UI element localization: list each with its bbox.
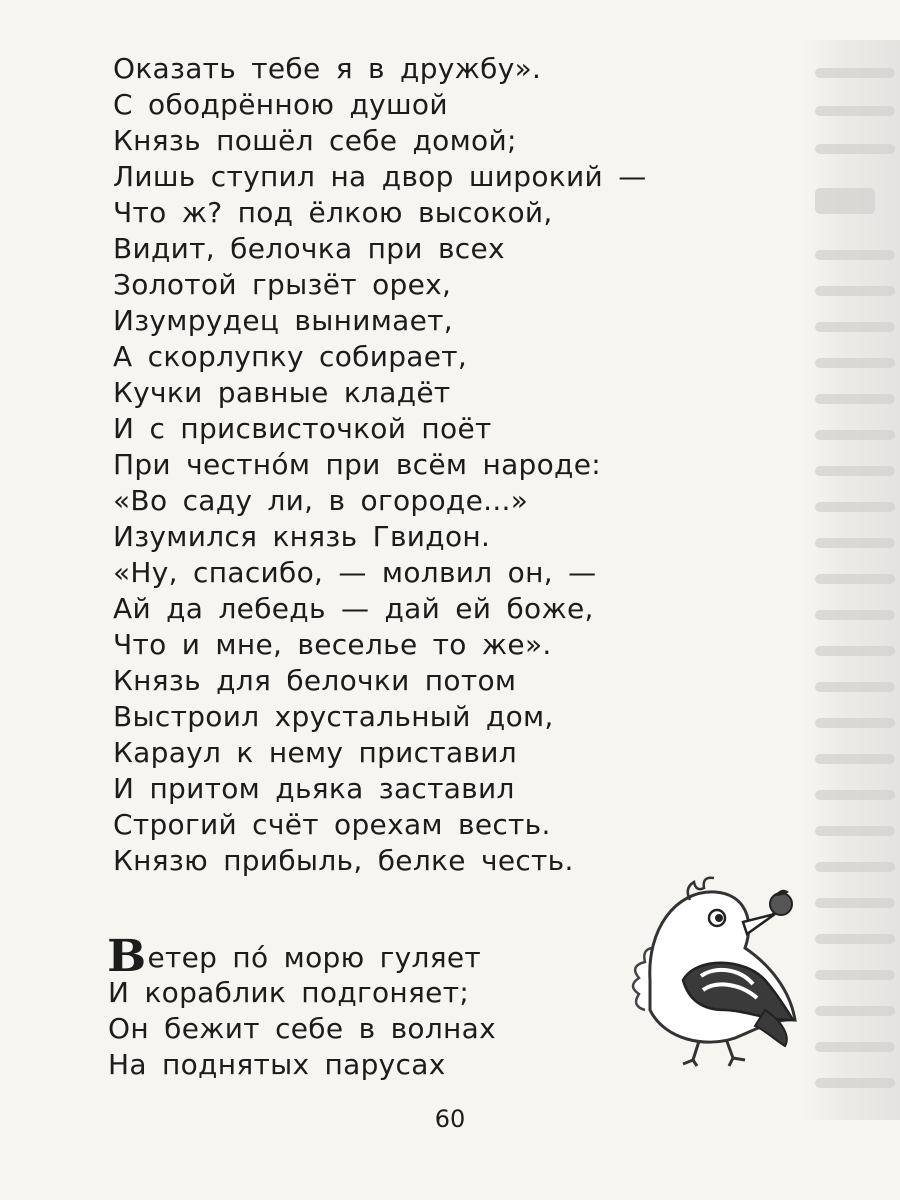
verse-line: Видит, белочка при всех bbox=[113, 232, 505, 265]
verse-line: С ободрённою душой bbox=[113, 88, 448, 121]
verse-line: Золотой грызёт орех, bbox=[113, 268, 452, 301]
verse-line: На поднятых парусах bbox=[108, 1048, 446, 1081]
verse-line: И с присвисточкой поёт bbox=[113, 412, 492, 445]
verse-line: «Во саду ли, в огороде...» bbox=[113, 484, 529, 517]
verse-line: Караул к нему приставил bbox=[113, 736, 517, 769]
verse-line: Лишь ступил на двор широкий — bbox=[113, 160, 647, 193]
verse-line: И притом дьяка заставил bbox=[113, 772, 515, 805]
verse-line: Что и мне, веселье то же». bbox=[113, 628, 552, 661]
verse-line: Кучки равные кладёт bbox=[113, 376, 451, 409]
verse-line-rest: етер по́ морю гуляет bbox=[147, 941, 482, 974]
verse-line: Он бежит себе в волнах bbox=[108, 1012, 496, 1045]
verse-line: Выстроил хрустальный дом, bbox=[113, 700, 554, 733]
page-number: 60 bbox=[434, 1105, 466, 1133]
verse-line: Князю прибыль, белке честь. bbox=[113, 844, 574, 877]
verse-line: Ай да лебедь — дай ей боже, bbox=[113, 592, 594, 625]
verse-line: А скорлупку собирает, bbox=[113, 340, 468, 373]
bird-with-berry-icon bbox=[605, 870, 805, 1074]
facing-page-bleedthrough bbox=[805, 40, 900, 1120]
verse-line: Изумрудец вынимает, bbox=[113, 304, 453, 337]
verse-line: При честно́м при всём народе: bbox=[113, 448, 601, 481]
verse-line: Строгий счёт орехам весть. bbox=[113, 808, 551, 841]
verse-line: Князь для белочки потом bbox=[113, 664, 517, 697]
verse-line: Князь пошёл себе домой; bbox=[113, 124, 517, 157]
verse-line-with-dropcap bbox=[107, 931, 482, 982]
verse-line: Что ж? под ёлкою высокой, bbox=[113, 196, 553, 229]
verse-line: «Ну, спасибо, — молвил он, — bbox=[113, 556, 597, 589]
verse-line: Изумился князь Гвидон. bbox=[113, 520, 491, 553]
verse-line: Оказать тебе я в дружбу». bbox=[113, 52, 542, 85]
verse-line: И кораблик подгоняет; bbox=[108, 976, 470, 1009]
drop-cap: В bbox=[107, 931, 147, 982]
